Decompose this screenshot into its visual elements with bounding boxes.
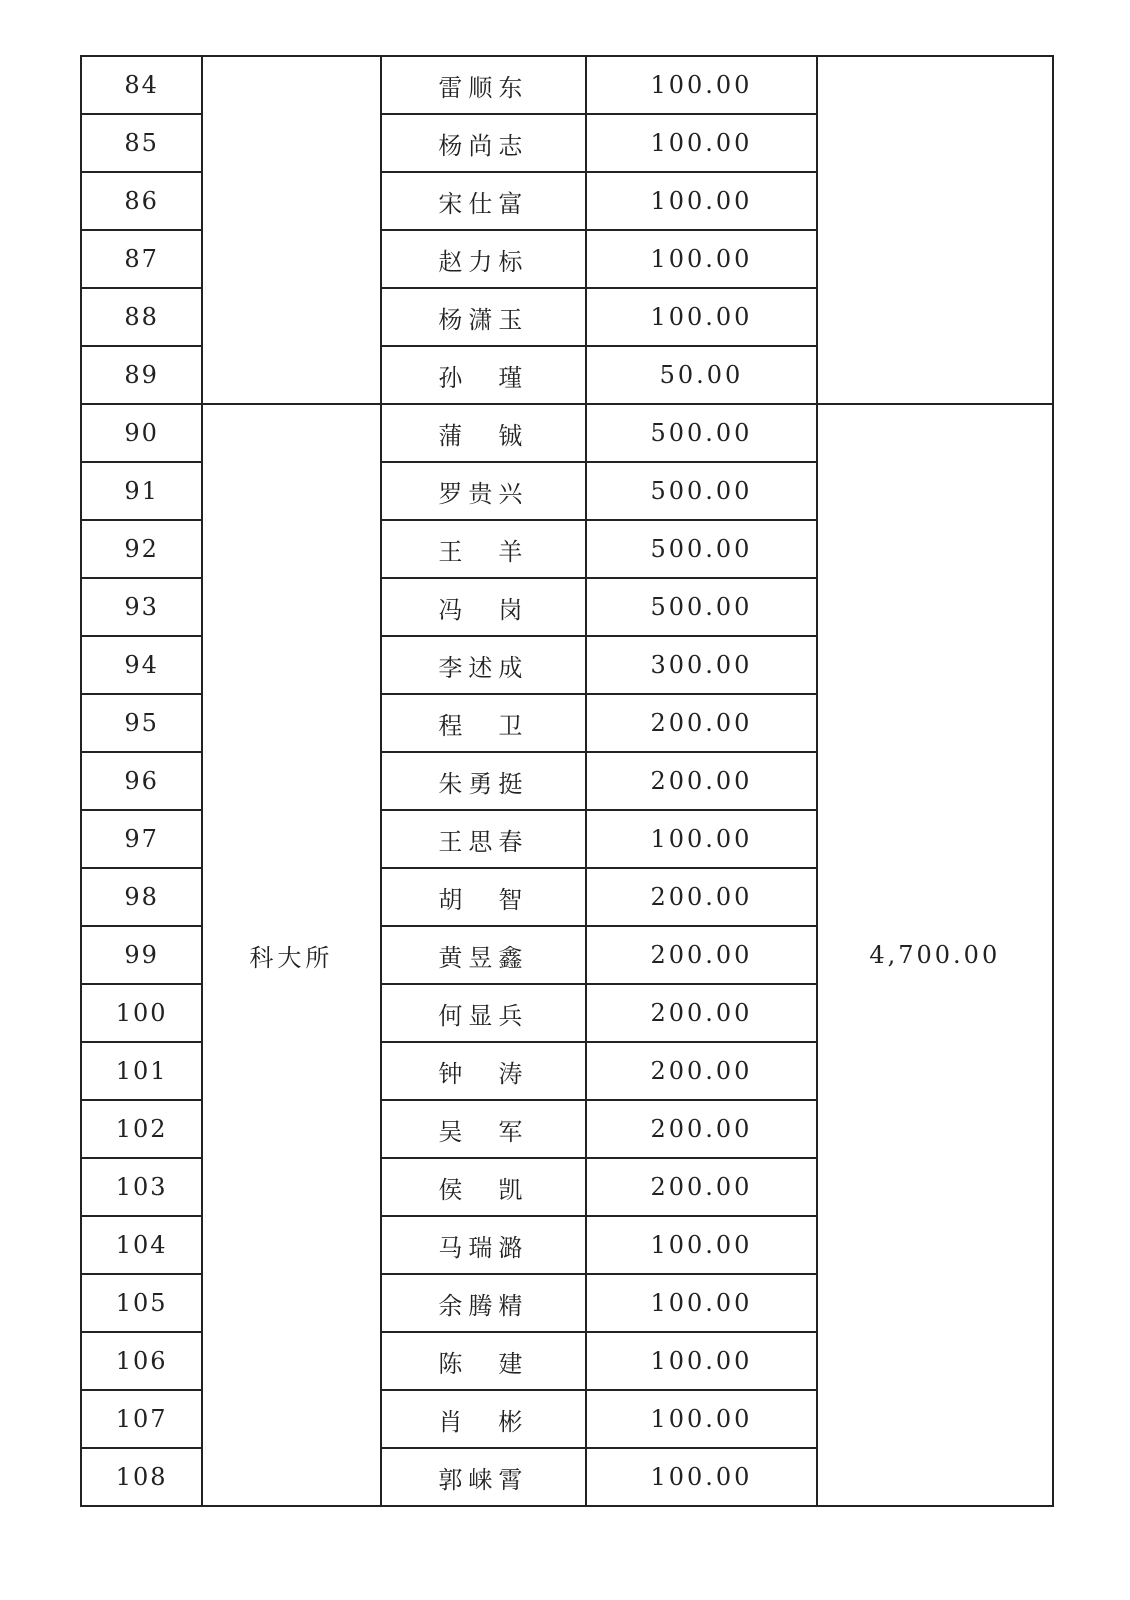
donor-name-cell: 肖 彬 bbox=[381, 1390, 587, 1448]
amount-cell: 500.00 bbox=[586, 578, 816, 636]
donor-name-cell: 杨尚志 bbox=[381, 114, 587, 172]
amount-cell: 300.00 bbox=[586, 636, 816, 694]
table-row bbox=[81, 404, 1053, 462]
row-number-cell: 97 bbox=[81, 810, 202, 868]
donor-name-cell: 陈 建 bbox=[381, 1332, 587, 1390]
amount-cell: 100.00 bbox=[586, 288, 816, 346]
donor-name-cell: 宋仕富 bbox=[381, 172, 587, 230]
donor-name-cell: 郭崃霄 bbox=[381, 1448, 587, 1506]
donor-name-cell: 杨潇玉 bbox=[381, 288, 587, 346]
table-row bbox=[81, 56, 1053, 114]
donor-name-cell: 马瑞潞 bbox=[381, 1216, 587, 1274]
row-number-cell: 88 bbox=[81, 288, 202, 346]
row-number-cell: 101 bbox=[81, 1042, 202, 1100]
amount-cell: 200.00 bbox=[586, 1158, 816, 1216]
amount-cell: 100.00 bbox=[586, 56, 816, 114]
row-number-cell: 86 bbox=[81, 172, 202, 230]
donor-name-cell: 吴 军 bbox=[381, 1100, 587, 1158]
amount-cell: 100.00 bbox=[586, 810, 816, 868]
amount-cell: 200.00 bbox=[586, 1042, 816, 1100]
amount-cell: 500.00 bbox=[586, 520, 816, 578]
amount-cell: 200.00 bbox=[586, 926, 816, 984]
donor-name-cell: 王 羊 bbox=[381, 520, 587, 578]
row-number-cell: 85 bbox=[81, 114, 202, 172]
donation-table bbox=[80, 55, 1054, 1507]
amount-cell: 100.00 bbox=[586, 1390, 816, 1448]
amount-cell: 100.00 bbox=[586, 230, 816, 288]
donor-name-cell: 罗贵兴 bbox=[381, 462, 587, 520]
donor-name-cell: 胡 智 bbox=[381, 868, 587, 926]
unit-cell bbox=[202, 56, 380, 404]
amount-cell: 100.00 bbox=[586, 114, 816, 172]
donor-name-cell: 余腾精 bbox=[381, 1274, 587, 1332]
donor-name-cell: 朱勇挺 bbox=[381, 752, 587, 810]
amount-cell: 200.00 bbox=[586, 868, 816, 926]
row-number-cell: 103 bbox=[81, 1158, 202, 1216]
unit-total-cell bbox=[817, 56, 1053, 404]
donor-name-cell: 何显兵 bbox=[381, 984, 587, 1042]
donor-name-cell: 雷顺东 bbox=[381, 56, 587, 114]
unit-cell: 科大所 bbox=[202, 404, 380, 1506]
amount-cell: 100.00 bbox=[586, 172, 816, 230]
row-number-cell: 102 bbox=[81, 1100, 202, 1158]
amount-cell: 500.00 bbox=[586, 462, 816, 520]
donation-table-body bbox=[81, 56, 1053, 1506]
donor-name-cell: 李述成 bbox=[381, 636, 587, 694]
donor-name-cell: 钟 涛 bbox=[381, 1042, 587, 1100]
row-number-cell: 91 bbox=[81, 462, 202, 520]
row-number-cell: 87 bbox=[81, 230, 202, 288]
donor-name-cell: 程 卫 bbox=[381, 694, 587, 752]
donor-name-cell: 冯 岗 bbox=[381, 578, 587, 636]
unit-total-cell: 4,700.00 bbox=[817, 404, 1053, 1506]
donor-name-cell: 赵力标 bbox=[381, 230, 587, 288]
row-number-cell: 100 bbox=[81, 984, 202, 1042]
amount-cell: 100.00 bbox=[586, 1332, 816, 1390]
row-number-cell: 84 bbox=[81, 56, 202, 114]
donor-name-cell: 孙 瑾 bbox=[381, 346, 587, 404]
donor-name-cell: 王思春 bbox=[381, 810, 587, 868]
amount-cell: 200.00 bbox=[586, 694, 816, 752]
row-number-cell: 95 bbox=[81, 694, 202, 752]
amount-cell: 100.00 bbox=[586, 1274, 816, 1332]
row-number-cell: 98 bbox=[81, 868, 202, 926]
row-number-cell: 106 bbox=[81, 1332, 202, 1390]
amount-cell: 200.00 bbox=[586, 984, 816, 1042]
row-number-cell: 105 bbox=[81, 1274, 202, 1332]
row-number-cell: 99 bbox=[81, 926, 202, 984]
row-number-cell: 96 bbox=[81, 752, 202, 810]
row-number-cell: 94 bbox=[81, 636, 202, 694]
row-number-cell: 107 bbox=[81, 1390, 202, 1448]
donor-name-cell: 侯 凯 bbox=[381, 1158, 587, 1216]
amount-cell: 200.00 bbox=[586, 752, 816, 810]
row-number-cell: 108 bbox=[81, 1448, 202, 1506]
row-number-cell: 104 bbox=[81, 1216, 202, 1274]
amount-cell: 500.00 bbox=[586, 404, 816, 462]
row-number-cell: 93 bbox=[81, 578, 202, 636]
donor-name-cell: 黄昱鑫 bbox=[381, 926, 587, 984]
row-number-cell: 89 bbox=[81, 346, 202, 404]
amount-cell: 200.00 bbox=[586, 1100, 816, 1158]
amount-cell: 100.00 bbox=[586, 1448, 816, 1506]
row-number-cell: 90 bbox=[81, 404, 202, 462]
amount-cell: 100.00 bbox=[586, 1216, 816, 1274]
row-number-cell: 92 bbox=[81, 520, 202, 578]
donor-name-cell: 蒲 铖 bbox=[381, 404, 587, 462]
amount-cell: 50.00 bbox=[586, 346, 816, 404]
